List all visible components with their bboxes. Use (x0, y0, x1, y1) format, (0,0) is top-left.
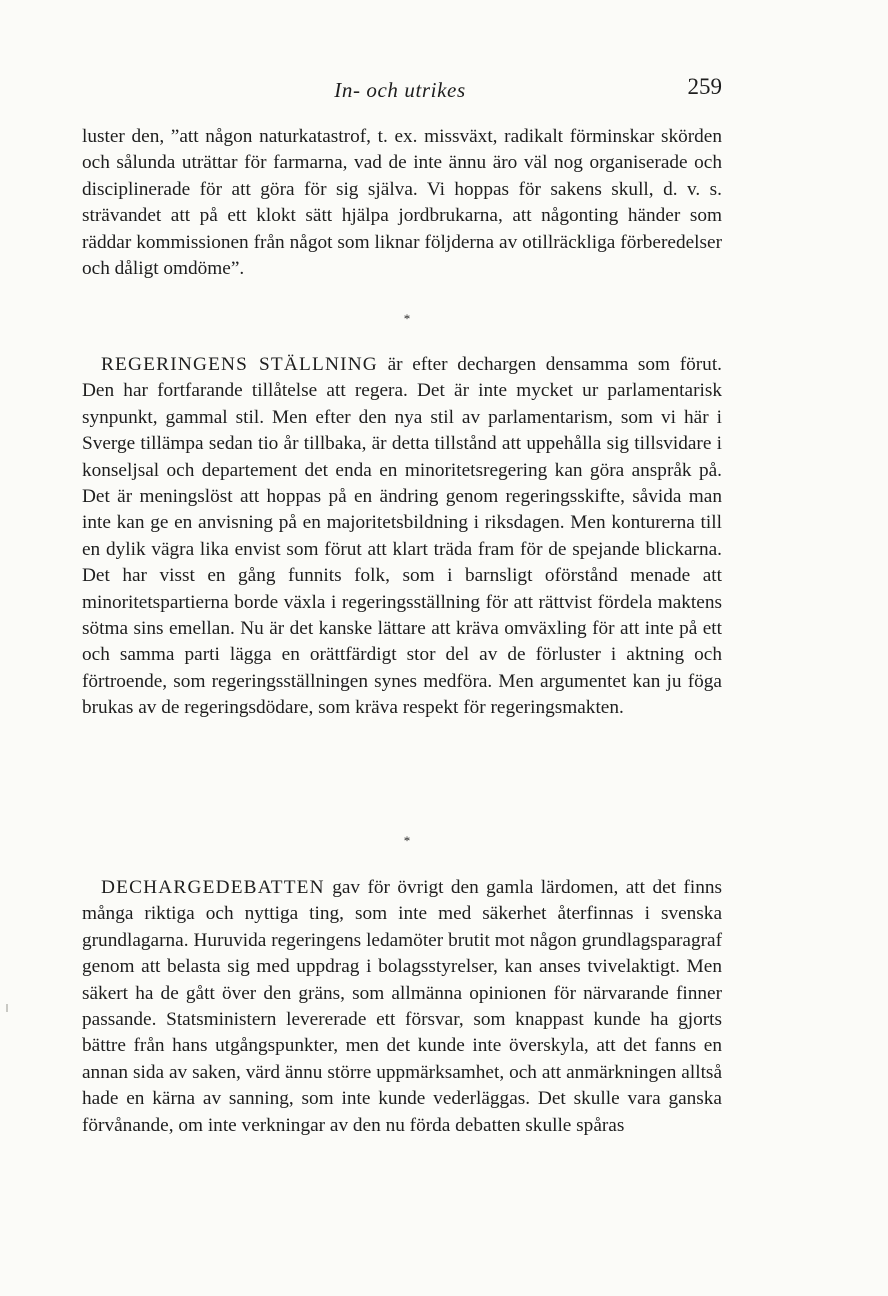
running-head (0, 72, 888, 112)
section-separator-2: * (403, 833, 411, 848)
paragraph-3 (82, 875, 722, 1215)
running-head-title: In- och utrikes (334, 78, 466, 102)
section-separator-1: * (403, 311, 411, 326)
body-text (82, 124, 722, 1215)
paragraph-1-text: luster den, ”att någon naturkatastrof, t. ex. missväxt, radikalt förminskar skörden och sålunda uträttar för farmarna, vad de inte ännu äro väl nog organiserade och disciplinerade för att göra för sig själva. Vi hoppas för sakens skull, d. v. s. strävandet att på ett klokt sätt hjälpa jordbrukarna, att någonting händer som räddar kommissionen från något som liknar följderna av otillräckliga förberedelser och dåligt omdöme”. (82, 126, 722, 280)
paragraph-2 (82, 352, 722, 830)
separator-gap-2 (82, 847, 722, 875)
paragraph-1 (82, 124, 722, 308)
paragraph-3-lead: DECHARGEDEBATTEN (101, 877, 325, 898)
paragraph-3-text: gav för övrigt den gamla lärdomen, att det finns många riktiga och nyttiga ting, som inte med säkerhet återfinnas i svenska grundlagarna. Huruvida regeringens ledamöter brutit mot någon grundlagsparagraf genom att belasta sig med uppdrag i bolagsstyrelser, kan anses tvivelaktigt. Men säkert ha de gått över den gräns, som allmänna opinionen för närvarande finner passande. Statsministern levererade ett försvar, som knappast kunde ha gjorts bättre från hans utgångspunkter, men det kunde inte överskyla, att det fanns en annan sida av saken, värd ännu större uppmärksamhet, och att anmärkningen alltså hade en kärna av sanning, som inte kunde vederläggas. Det skulle vara ganska förvånande, om inte verkningar av den nu förda debatten skulle spåras (82, 877, 722, 1136)
scan-edge-mark (6, 1004, 8, 1012)
page-number: 259 (687, 74, 722, 99)
paragraph-2-lead: REGERINGENS STÄLLNING (101, 354, 378, 375)
paragraph-2-text: är efter dechargen densamma som förut. Den har fortfarande tillåtelse att regera. Det är inte mycket ur parlamentarisk synpunkt, gammal stil. Men efter den nya stil av parlamentarism, som vi här i Sverge tillämpa sedan tio år tillbaka, är detta tillstånd att uppehålla sig tillsvidare i konseljsal och departement det enda en minoritetsregering kan göra anspråk på. Det är meningslöst att hoppas på en ändring genom regeringsskifte, såvida man inte kan ge en anvisning på en majoritetsbildning i riksdagen. Men konturerna till en dylik vägra lika envist som förut att klart träda fram för de spejande blickarna. Det har visst en gång funnits folk, som i barnsligt oförstånd menade att minoritetspartierna borde växla i regeringsställning för att rättvist fördela maktens sötma sins emellan. Nu är det kanske lättare att kräva omväxling för att inte på ett och samma parti lägga en orättfärdigt stor del av de förluster i aktning och förtroende, som regeringsställningen synes medföra. Men argumentet kan ju föga brukas av de regeringsdödare, som kräva respekt för regeringsmakten. (82, 354, 722, 719)
separator-gap-1 (82, 325, 722, 352)
